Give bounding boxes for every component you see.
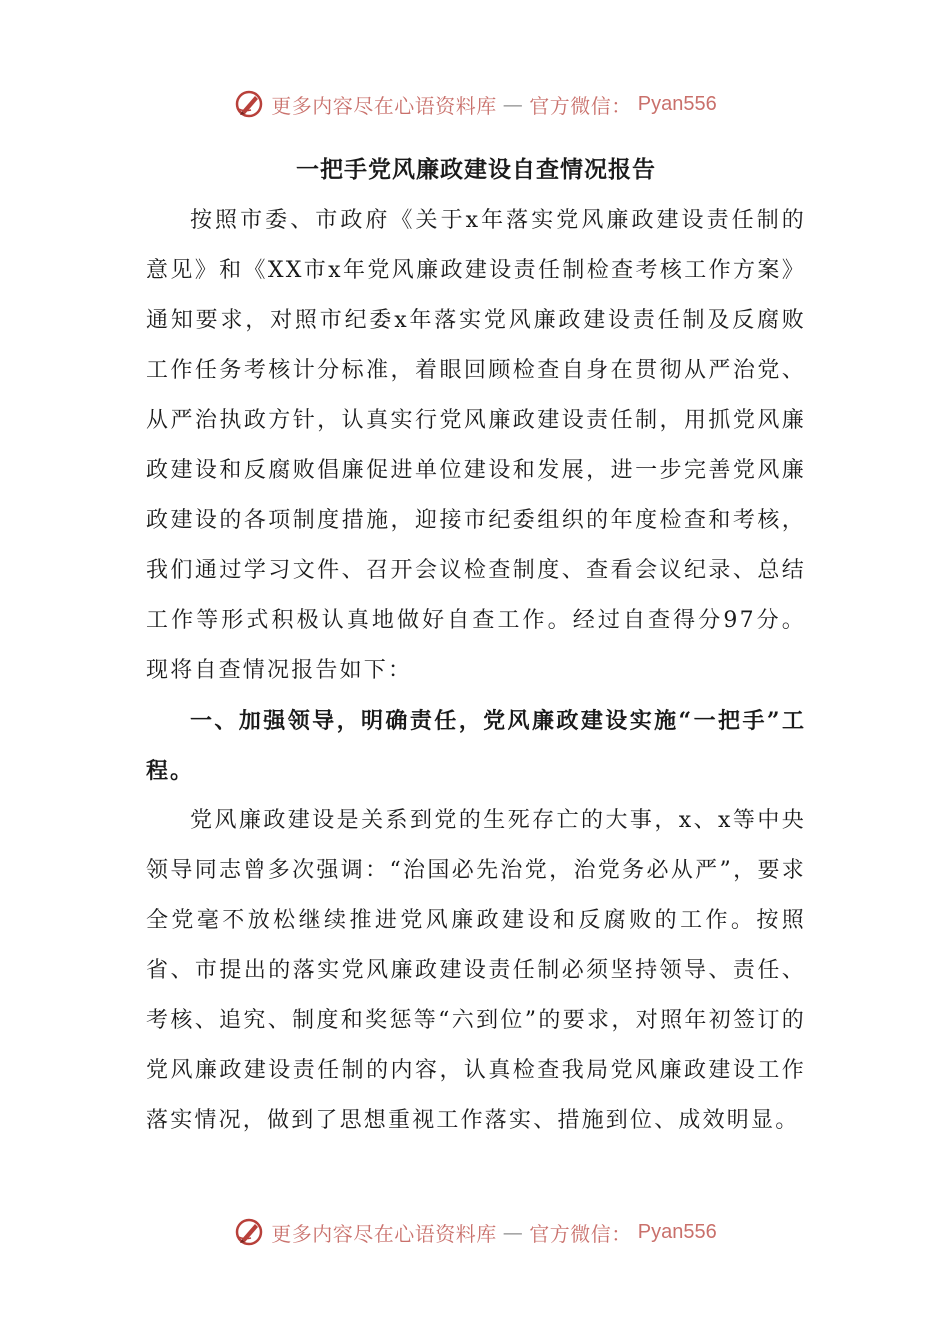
- watermark-prefix: 更多内容尽在心语资料库: [271, 1221, 497, 1246]
- document-title: 一把手党风廉政建设自查情况报告: [296, 156, 656, 183]
- pen-circle-icon: [233, 88, 265, 120]
- watermark-footer: [0, 1212, 950, 1252]
- watermark-header: [0, 84, 950, 124]
- watermark-separator: —: [502, 1220, 524, 1244]
- intro-paragraph: 按照市委、市政府《关于x年落实党风廉政建设责任制的意见》和《XX市x年党风廉政建设责任制检查考核工作方案》通知要求，对照市纪委x年落实党风廉政建设责任制及反腐败工作任务考核计分标准，着眼回顾检查自身在贯彻从严治党、从严治执政方针，认真实行党风廉政建设责任制，用抓党风廉政建设和反腐败倡廉促进单位建设和发展，进一步完善党风廉政建设的各项制度措施，迎接市纪委组织的年度检查和考核，我们通过学习文件、召开会议检查制度、查看会议纪录、总结工作等形式积极认真地做好自查工作。经过自查得分97分。现将自查情况报告如下：: [146, 208, 806, 683]
- watermark-separator: —: [502, 92, 524, 116]
- watermark-suffix: 官方微信：: [529, 93, 632, 118]
- pen-circle-icon: [233, 1216, 265, 1248]
- section-1-paragraph: 党风廉政建设是关系到党的生死存亡的大事，x、x等中央领导同志曾多次强调：“治国必先治党，治党务必从严”，要求全党毫不放松继续推进党风廉政建设和反腐败的工作。按照省、市提出的落实党风廉政建设责任制必须坚持领导、责任、考核、追究、制度和奖惩等“六到位”的要求，对照年初签订的党风廉政建设责任制的内容，认真检查我局党风廉政建设工作落实情况，做到了思想重视工作落实、措施到位、成效明显。: [146, 808, 806, 1133]
- watermark-wechat-id: Pyan556: [637, 1220, 717, 1243]
- watermark-prefix: 更多内容尽在心语资料库: [271, 93, 497, 118]
- section-1-heading: 一、加强领导，明确责任，党风廉政建设实施“一把手”工程。: [146, 708, 806, 784]
- document-body: [146, 148, 806, 1146]
- watermark-wechat-id: Pyan556: [637, 92, 717, 115]
- watermark-suffix: 官方微信：: [529, 1221, 632, 1246]
